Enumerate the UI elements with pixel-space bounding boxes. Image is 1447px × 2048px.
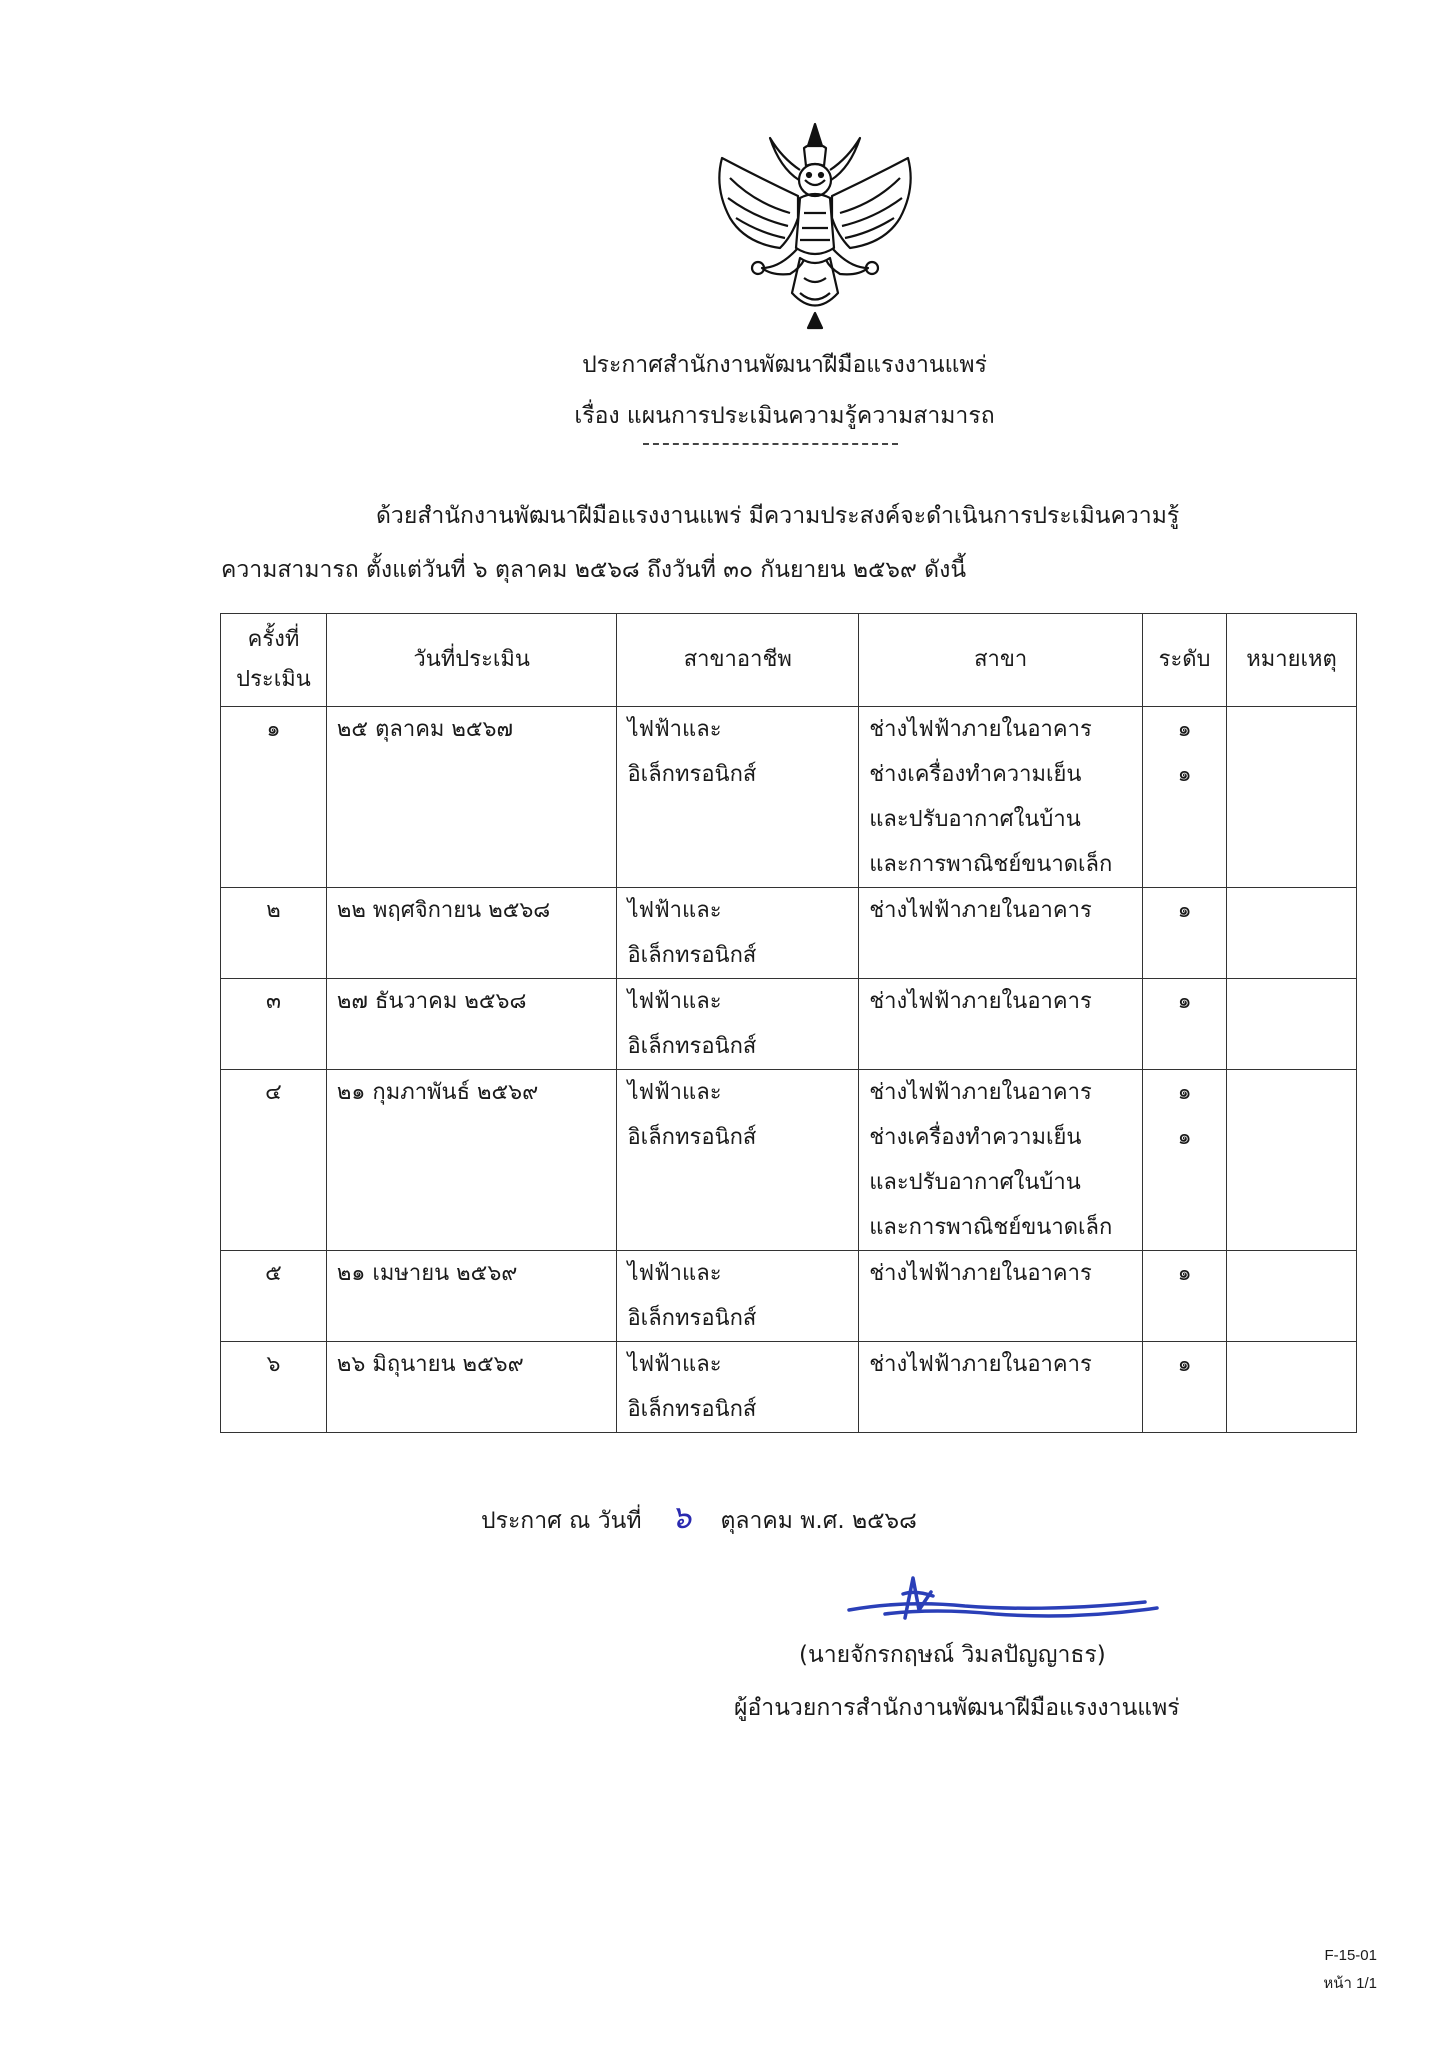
header-remark: หมายเหตุ — [1227, 614, 1357, 707]
cell-round: ๖ — [221, 1342, 327, 1433]
level-line: ๑ — [1177, 989, 1192, 1014]
level-line: ๑ — [1177, 1261, 1192, 1286]
occupation-line: อิเล็กทรอนิกส์ — [627, 1034, 757, 1059]
branch-line: ช่างไฟฟ้าภายในอาคาร — [869, 1352, 1092, 1377]
assessment-plan-table — [220, 613, 1357, 1433]
cell-date: ๒๗ ธันวาคม ๒๕๖๘ — [326, 979, 617, 1070]
cell-occupation — [617, 888, 859, 979]
cell-occupation — [617, 707, 859, 888]
cell-date: ๒๖ มิถุนายน ๒๕๖๙ — [326, 1342, 617, 1433]
signatory-name: (นายจักรกฤษณ์ วิมลปัญญาธร) — [799, 1642, 1106, 1668]
announcement-date-prefix: ประกาศ ณ วันที่ — [481, 1508, 642, 1534]
cell-remark — [1227, 1251, 1357, 1342]
table-row — [221, 979, 1357, 1070]
table-row — [221, 707, 1357, 888]
cell-level — [1143, 1070, 1227, 1251]
announcement-date-suffix: ตุลาคม พ.ศ. ๒๕๖๘ — [720, 1508, 917, 1534]
occupation-line: ไฟฟ้าและ — [627, 989, 722, 1014]
cell-round: ๑ — [221, 707, 327, 888]
level-line: ๑ — [1177, 1125, 1192, 1150]
branch-line: ช่างเครื่องทำความเย็น — [869, 762, 1082, 787]
cell-date: ๒๒ พฤศจิกายน ๒๕๖๘ — [326, 888, 617, 979]
cell-remark — [1227, 888, 1357, 979]
form-footer — [1323, 1942, 1377, 1998]
occupation-line: อิเล็กทรอนิกส์ — [627, 762, 757, 787]
occupation-line: ไฟฟ้าและ — [627, 717, 722, 742]
branch-line: ช่างไฟฟ้าภายในอาคาร — [869, 1261, 1092, 1286]
level-line: ๑ — [1177, 762, 1192, 787]
garuda-emblem-icon — [700, 118, 930, 338]
header-branch: สาขา — [859, 614, 1143, 707]
announcement-subject: เรื่อง แผนการประเมินความรู้ความสามารถ — [574, 403, 995, 429]
cell-round: ๔ — [221, 1070, 327, 1251]
cell-branch — [859, 979, 1143, 1070]
branch-line: ช่างไฟฟ้าภายในอาคาร — [869, 717, 1092, 742]
title-divider — [643, 443, 898, 445]
occupation-line: อิเล็กทรอนิกส์ — [627, 1306, 757, 1331]
table-row — [221, 888, 1357, 979]
cell-date: ๒๑ เมษายน ๒๕๖๙ — [326, 1251, 617, 1342]
branch-line: ช่างไฟฟ้าภายในอาคาร — [869, 898, 1092, 923]
occupation-line: ไฟฟ้าและ — [627, 1261, 722, 1286]
signature-mark — [845, 1570, 1165, 1640]
cell-round: ๒ — [221, 888, 327, 979]
signatory-position: ผู้อำนวยการสำนักงานพัฒนาฝีมือแรงงานแพร่ — [734, 1695, 1180, 1721]
occupation-line: อิเล็กทรอนิกส์ — [627, 1125, 757, 1150]
header-level: ระดับ — [1143, 614, 1227, 707]
cell-level — [1143, 888, 1227, 979]
branch-line: และปรับอากาศในบ้าน — [869, 1170, 1081, 1195]
header-round-line2: ประเมิน — [236, 667, 311, 692]
cell-remark — [1227, 1342, 1357, 1433]
cell-occupation — [617, 979, 859, 1070]
header-occupation: สาขาอาชีพ — [617, 614, 859, 707]
occupation-line: อิเล็กทรอนิกส์ — [627, 943, 757, 968]
page-number: หน้า 1/1 — [1323, 1975, 1377, 1992]
branch-line: และปรับอากาศในบ้าน — [869, 807, 1081, 832]
cell-branch — [859, 1251, 1143, 1342]
cell-date: ๒๑ กุมภาพันธ์ ๒๕๖๙ — [326, 1070, 617, 1251]
level-line: ๑ — [1177, 1080, 1192, 1105]
cell-round: ๓ — [221, 979, 327, 1070]
intro-paragraph-line2: ความสามารถ ตั้งแต่วันที่ ๖ ตุลาคม ๒๕๖๘ ถึงวันที่ ๓๐ กันยายน ๒๕๖๙ ดังนี้ — [221, 557, 967, 583]
level-line: ๑ — [1177, 717, 1192, 742]
cell-branch — [859, 1070, 1143, 1251]
table-row — [221, 1251, 1357, 1342]
occupation-line: ไฟฟ้าและ — [627, 1352, 722, 1377]
form-code: F-15-01 — [1324, 1947, 1377, 1964]
cell-level — [1143, 1342, 1227, 1433]
level-line: ๑ — [1177, 898, 1192, 923]
cell-branch — [859, 1342, 1143, 1433]
cell-remark — [1227, 979, 1357, 1070]
level-line: ๑ — [1177, 1352, 1192, 1377]
branch-line: ช่างไฟฟ้าภายในอาคาร — [869, 989, 1092, 1014]
announcement-title: ประกาศสำนักงานพัฒนาฝีมือแรงงานแพร่ — [582, 352, 987, 378]
occupation-line: อิเล็กทรอนิกส์ — [627, 1397, 757, 1422]
header-round — [221, 614, 327, 707]
occupation-line: ไฟฟ้าและ — [627, 1080, 722, 1105]
header-date: วันที่ประเมิน — [326, 614, 617, 707]
announcement-day-handwritten: ๖ — [670, 1498, 692, 1536]
header-round-line1: ครั้งที่ — [247, 627, 300, 652]
cell-remark — [1227, 1070, 1357, 1251]
branch-line: และการพาณิชย์ขนาดเล็ก — [869, 1215, 1113, 1240]
cell-round: ๕ — [221, 1251, 327, 1342]
cell-occupation — [617, 1342, 859, 1433]
cell-remark — [1227, 707, 1357, 888]
branch-line: และการพาณิชย์ขนาดเล็ก — [869, 852, 1113, 877]
table-row — [221, 1342, 1357, 1433]
intro-paragraph-line1: ด้วยสำนักงานพัฒนาฝีมือแรงงานแพร่ มีความประสงค์จะดำเนินการประเมินความรู้ — [376, 503, 1180, 529]
table-row — [221, 1070, 1357, 1251]
branch-line: ช่างเครื่องทำความเย็น — [869, 1125, 1082, 1150]
announcement-date — [481, 1492, 917, 1543]
cell-occupation — [617, 1251, 859, 1342]
table-header-row — [221, 614, 1357, 707]
cell-level — [1143, 979, 1227, 1070]
cell-level — [1143, 1251, 1227, 1342]
cell-branch — [859, 707, 1143, 888]
cell-occupation — [617, 1070, 859, 1251]
cell-branch — [859, 888, 1143, 979]
cell-level — [1143, 707, 1227, 888]
cell-date: ๒๕ ตุลาคม ๒๕๖๗ — [326, 707, 617, 888]
branch-line: ช่างไฟฟ้าภายในอาคาร — [869, 1080, 1092, 1105]
occupation-line: ไฟฟ้าและ — [627, 898, 722, 923]
